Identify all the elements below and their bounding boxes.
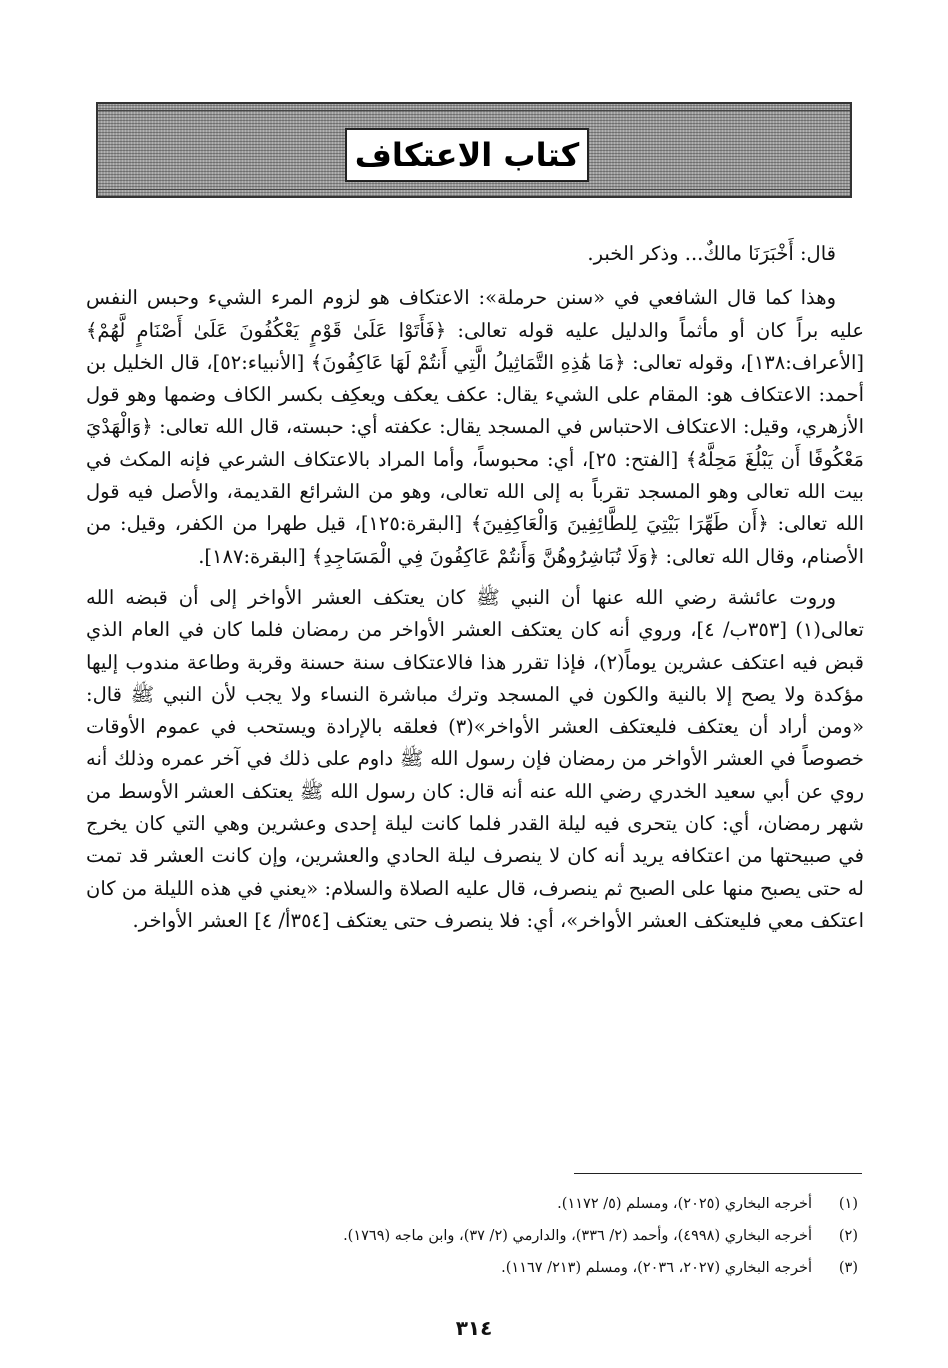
chapter-title: كتاب الاعتكاف (354, 136, 580, 174)
footnote-number: (٢) (838, 1228, 858, 1244)
paragraph-1: قال: أَخْبَرَنَا مالكٌ... وذكر الخبر. (587, 242, 836, 265)
footnote-text: أخرجه البخاري (٤٩٩٨)، وأحمد (٢/ ٣٣٦)، والدارمي (٢/ ٣٧)، وابن ماجه (١٧٦٩). (343, 1228, 812, 1244)
footnote-number: (٣) (838, 1260, 858, 1276)
banner-bottom-rule (98, 189, 850, 190)
footnote-number: (١) (838, 1196, 858, 1212)
paragraph-3: وروت عائشة رضي الله عنها أن النبي ﷺ كان يعتكف العشر الأواخر إلى أن قبضه الله تعالى(١) [٣٥٣ب/ ٤]، وروي أنه كان يعتكف العشر الأواخر من رمضان فلما كان في العام الذي قبض فيه اعتكف عشرين يوماً(٢)، فإذا تقرر هذا فالاعتكاف سنة حسنة وقربة وطاعة مندوب إليها مؤكدة ولا يصح إلا بالنية والكون في المسجد وترك مباشرة النساء ولا يجب لأن النبي ﷺ قال: «ومن أراد أن يعتكف فليعتكف العشر الأواخر»(٣) فعلقه بالإرادة ويستحب في عموم الأوقات خصوصاً في العشر الأواخر من رمضان فإن رسول الله ﷺ داوم على ذلك في آخر عمره وذلك أنه روي عن أبي سعيد الخدري رضي الله عنه أنه قال: كان رسول الله ﷺ يعتكف العشر الأوسط من شهر رمضان، أي: كان يتحرى فيه ليلة القدر فلما كانت ليلة إحدى وعشرين وهي التي كان يخرج في صبيحتها من اعتكافه يريد أنه كان لا ينصرف ليلة الحادي والعشرين، وإن كانت العشر قد تمت له حتى يصبح منها على الصبح ثم ينصرف، قال عليه الصلاة والسلام: «يعني في هذه الليلة من كان اعتكف معي فليعتكف العشر الأواخر»، أي: فلا ينصرف حتى يعتكف [٣٥٤أ/ ٤] العشر الأواخر. (86, 585, 865, 932)
footnote-2 (100, 1220, 858, 1252)
page-number: ٣١٤ (455, 1316, 493, 1340)
chapter-title-box (345, 128, 589, 182)
footnote-separator (574, 1173, 862, 1174)
footnote-text: أخرجه البخاري (٢٠٢٧، ٢٠٣٦)، ومسلم (٢١٣/ ١١٦٧). (501, 1260, 812, 1276)
footnote-text: أخرجه البخاري (٢٠٢٥)، ومسلم (٥/ ١١٧٢). (557, 1196, 812, 1212)
body-text (86, 238, 864, 946)
footnote-3 (100, 1252, 858, 1284)
paragraph-2: وهذا كما قال الشافعي في «سنن حرملة»: الاعتكاف هو لزوم المرء الشيء وحبس النفس عليه براً كان أو مأثماً والدليل عليه قوله تعالى: ﴿فَأَتَوْا عَلَىٰ قَوْمٍ يَعْكُفُونَ عَلَىٰ أَصْنَامٍ لَّهُمْ﴾ [الأعراف:١٣٨]، وقوله تعالى: ﴿مَا هَٰذِهِ التَّمَاثِيلُ الَّتِي أَنتُمْ لَهَا عَاكِفُونَ﴾ [الأنبياء:٥٢]، قال الخليل بن أحمد: الاعتكاف هو: المقام على الشيء يقال: عكف يعكف ويعكِف بكسر الكاف وضمها وهو قول الأزهري، وقيل: الاعتكاف الاحتباس في المسجد يقال: عكفته أي: حبسته، قال الله تعالى: ﴿وَالْهَدْيَ مَعْكُوفًا أَن يَبْلُغَ مَحِلَّهُ﴾ [الفتح: ٢٥]، أي: محبوساً، وأما المراد بالاعتكاف الشرعي فإنه المكث في بيت الله تعالى وهو المسجد تقرباً به إلى الله تعالى، وهو من الشرائع القديمة، والأصل فيه قول الله تعالى: ﴿أَن طَهِّرَا بَيْتِيَ لِلطَّائِفِينَ وَالْعَاكِفِينَ﴾ [البقرة:١٢٥]، قيل طهرا من الكفر، وقيل: من الأصنام، وقال الله تعالى: ﴿وَلَا تُبَاشِرُوهُنَّ وَأَنتُمْ عَاكِفُونَ فِي الْمَسَاجِدِ﴾ [البقرة:١٨٧]. (86, 286, 865, 568)
footnote-1 (100, 1188, 858, 1220)
banner-top-rule (98, 110, 850, 111)
footnotes (100, 1188, 858, 1284)
